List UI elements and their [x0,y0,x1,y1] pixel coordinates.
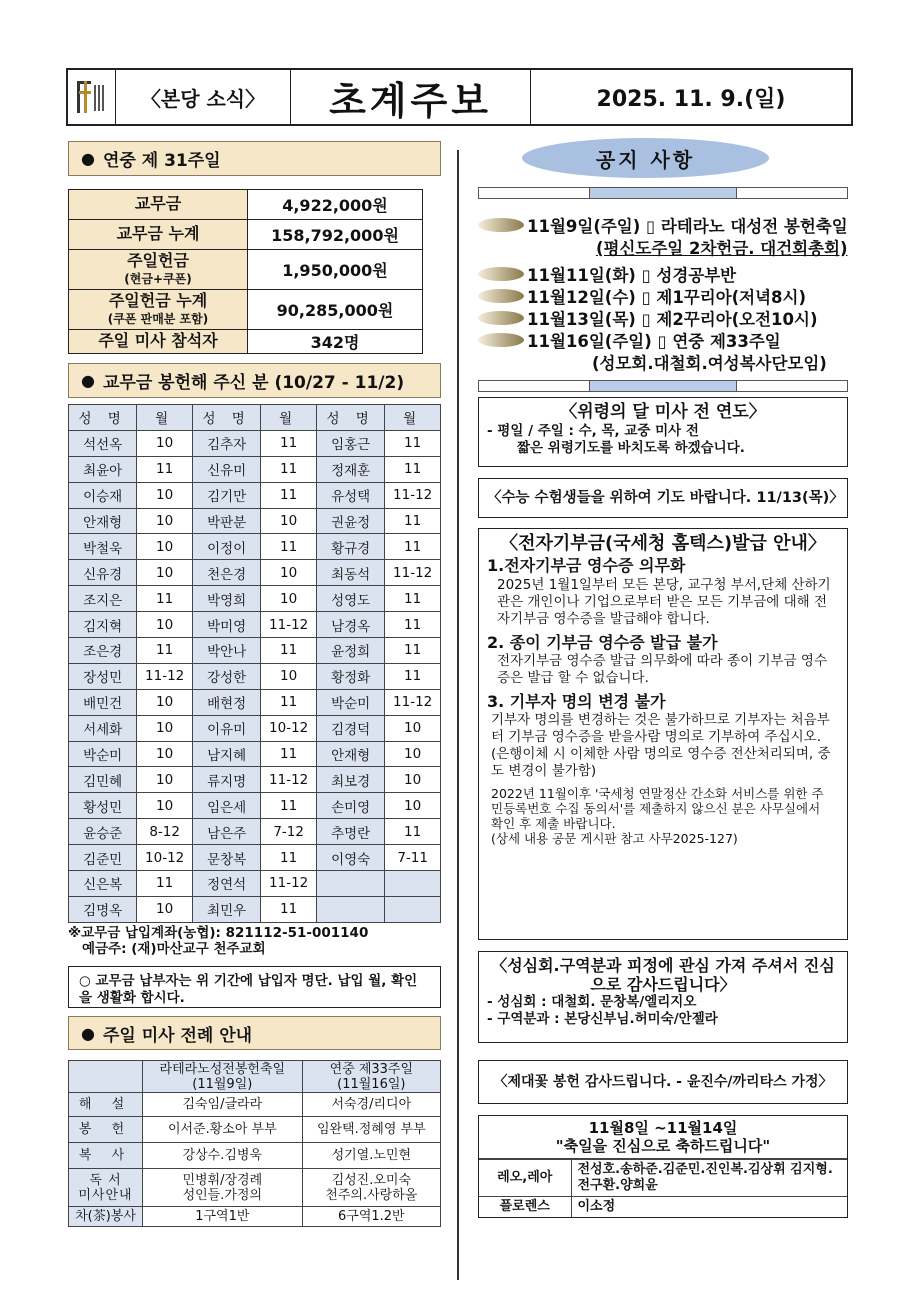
receipt-heading: 3. 기부자 명의 변경 불가 [487,692,666,711]
interest-line: - 성심회 : 대철회. 문창복/엘리지오 [487,994,697,1010]
donor-name: 이승재 [69,482,137,508]
table-row [69,430,441,456]
receipt-paragraph: 기부자 명의를 변경하는 것은 불가하므로 기부자는 처음부터 기부금 영수증을 받을사람 명의로 기부하여 주십시오. [491,712,830,745]
notice-item: 11월13일(목) ▯ 제2꾸리아(오전10시) [478,307,858,329]
donor-month: 11-12 [261,871,317,897]
donor-table [68,404,441,923]
donor-month: 11 [261,482,317,508]
donor-month: 11 [261,896,317,922]
donor-month: 10 [137,612,193,638]
donor-month: 11 [385,612,441,638]
donor-month: 10 [261,663,317,689]
mass-cell: 강상수.김병욱 [143,1143,303,1169]
donor-name: 정연석 [192,871,260,897]
prayer-line: - 평일 / 주일 : 수, 목, 교중 미사 전 [487,423,699,439]
account-number: ※교무금 납입계좌(농협): 821112-51-001140 [68,925,369,941]
column-header: 성 명 [316,405,384,431]
table-row [69,793,441,819]
receipt-paragraph: 2025년 1월1일부터 모든 본당, 교구청 부서,단체 산하기관은 개인이나 기업으로부터 받은 모든 기부금에 대해 전자기부금 영수증을 발급해야 합니다. [497,577,831,627]
mass-col-header: 라테라노성전봉헌축일 (11월9일) [143,1061,303,1093]
interest-box [478,951,848,1043]
donor-name: 유성택 [316,482,384,508]
finance-label: 주일헌금 누계 (쿠폰 판매분 포함) [69,290,248,330]
receipt-heading: 1.전자기부금 영수증 의무화 [487,556,686,575]
donor-month: 11 [261,845,317,871]
donors-banner-text: 교무금 봉헌해 주신 분 (10/27 - 11/2) [102,373,405,393]
donor-name [316,896,384,922]
donor-month: 10 [137,534,193,560]
table-row [69,638,441,664]
donor-month: 10 [137,689,193,715]
donor-name: 강성한 [192,663,260,689]
pill-bullet-icon [478,267,524,281]
feast-people: 전성호.송하준.김준민.진인복.김상휘 김지형.전구환.양희윤 [571,1160,847,1197]
notice-subitem: (성모회.대철회.여성복사단모임) [592,354,827,373]
donor-name: 황규경 [316,534,384,560]
column-header: 월 [137,405,193,431]
table-row [69,715,441,741]
donor-name: 배현정 [192,689,260,715]
donor-month: 10 [137,508,193,534]
donor-name: 박안나 [192,638,260,664]
notices-title: 공지 사항 [522,138,769,178]
donor-month: 11 [385,586,441,612]
donor-month: 11-12 [385,482,441,508]
pill-bullet-icon [478,333,524,347]
issue-date: 2025. 11. 9.(일) [596,86,786,112]
table-row [69,508,441,534]
donor-name: 조은경 [69,638,137,664]
exam-prayer-text: 〈수능 수험생들을 위하여 기도 바랍니다. 11/13(목)〉 [487,489,844,506]
prayer-line: 짧은 위령기도를 바치도록 하겠습니다. [517,440,745,456]
donor-month: 10 [385,793,441,819]
donor-name: 류지명 [192,767,260,793]
receipt-box [478,528,848,940]
table-row [69,482,441,508]
donor-month: 8-12 [137,819,193,845]
donor-month: 10-12 [137,845,193,871]
table-row [69,741,441,767]
table-row [69,871,441,897]
interest-line: - 구역분과 : 본당신부님.허미숙/안젤라 [487,1011,718,1027]
section-label: 〈본당 소식〉 [116,70,291,124]
donor-name: 임은세 [192,793,260,819]
saint-name: 플로렌스 [479,1197,571,1218]
donor-name: 박미영 [192,612,260,638]
donor-name: 최민우 [192,896,260,922]
mass-banner-text: 주일 미사 전례 안내 [102,1025,253,1046]
donor-month: 10-12 [261,715,317,741]
table-row [69,560,441,586]
donor-name [316,871,384,897]
receipt-paragraph: 2022년 11월이후 '국세청 연말정산 간소화 서비스를 위한 주민등록번호 수집 동의서'를 제출하지 않으신 분은 사무실에서 확인 후 제출 바랍니다. [491,786,824,831]
donor-month: 7-11 [385,845,441,871]
donor-name: 김명옥 [69,896,137,922]
interest-title: 〈성심회.구역분과 피정에 관심 가져 주셔서 진심으로 감사드립니다〉 [491,956,835,994]
donor-name: 이영숙 [316,845,384,871]
mass-role: 해 설 [69,1093,143,1117]
donor-name: 성영도 [316,586,384,612]
donor-name: 신유경 [69,560,137,586]
donor-name: 박판분 [192,508,260,534]
donor-name: 김경덕 [316,715,384,741]
donor-name: 조지은 [69,586,137,612]
receipt-title: 〈전자기부금(국세청 홈텍스)발급 안내〉 [500,533,826,554]
donor-month: 10 [261,508,317,534]
receipt-paragraph: 전자기부금 영수증 발급 의무화에 따라 종이 기부금 영수증은 발급 할 수 없습니다. [497,653,827,686]
column-header: 월 [261,405,317,431]
donor-month: 10 [385,767,441,793]
donor-notice: ○ 교무금 납부자는 위 기간에 납입자 명단. 납입 월, 확인을 생활화 합시다. [68,966,441,1008]
donor-month: 11 [137,871,193,897]
donor-name: 장성민 [69,663,137,689]
mass-role: 차(茶)봉사 [69,1207,143,1227]
column-header: 월 [385,405,441,431]
donor-month: 10 [137,741,193,767]
donor-month: 11 [385,638,441,664]
donor-month: 11-12 [385,689,441,715]
donor-name: 박순미 [316,689,384,715]
donor-name: 이정이 [192,534,260,560]
mass-cell: 김성진.오미숙 천주의.사랑하올 [302,1169,440,1207]
exam-prayer-box [478,478,848,518]
finance-value: 4,922,000원 [248,190,423,220]
donor-month: 11-12 [261,612,317,638]
notice-item: 11월12일(수) ▯ 제1꾸리아(저녁8시) [478,285,858,307]
donor-month: 10 [385,741,441,767]
finance-label: 교무금 누계 [69,220,248,250]
parish-logo-icon [68,70,116,124]
donor-month: 10 [137,793,193,819]
donor-name: 안재형 [69,508,137,534]
mass-table [68,1060,441,1227]
column-header: 성 명 [192,405,260,431]
table-row [69,819,441,845]
mass-cell: 서숙경/리디아 [302,1093,440,1117]
feast-header [479,1116,847,1159]
mass-cell: 성기열.노민현 [302,1143,440,1169]
feast-people: 이소정 [571,1197,847,1218]
column-divider [457,150,459,1280]
mass-col-header: 연중 제33주일 (11월16일) [302,1061,440,1093]
pill-bullet-icon [478,311,524,325]
donor-month: 11 [261,741,317,767]
account-info [68,925,448,957]
mass-cell: 이서준.황소아 부부 [143,1117,303,1143]
feast-period: 11월8일 ~11월14일 [588,1119,738,1137]
mass-cell: 김숙임/글라라 [143,1093,303,1117]
bullet-icon: ● [81,149,95,168]
notice-list [478,214,858,373]
feast-box [478,1115,848,1218]
table-row [69,612,441,638]
feast-title: "축일을 진심으로 축하드립니다" [555,1137,771,1155]
account-holder: 예금주: (재)마산교구 천주교회 [82,941,266,957]
donor-name: 임홍근 [316,430,384,456]
donor-month: 11 [137,638,193,664]
pill-bullet-icon [478,289,524,303]
donor-name: 정재훈 [316,456,384,482]
flowers-box [478,1060,848,1104]
donor-month: 11 [137,586,193,612]
donor-month: 11 [385,508,441,534]
finance-value: 342명 [248,330,423,354]
finance-table [68,189,423,354]
donor-month: 11 [385,430,441,456]
donor-name: 권윤정 [316,508,384,534]
finance-label: 주일 미사 참석자 [69,330,248,354]
donor-month: 10 [261,586,317,612]
notice-item: 11월9일(주일) ▯ 라테라노 대성전 봉헌축일 [478,214,858,236]
mass-role: 독 서 미사안내 [69,1169,143,1207]
masthead [66,68,853,126]
donor-name: 윤정희 [316,638,384,664]
pill-bullet-icon [478,218,524,232]
donor-month: 11 [261,689,317,715]
finance-value: 90,285,000원 [248,290,423,330]
mass-cell: 1구역1반 [143,1207,303,1227]
saint-name: 레오,레아 [479,1160,571,1197]
mass-cell: 6구역1.2반 [302,1207,440,1227]
donor-month: 10 [137,715,193,741]
donor-name: 박영희 [192,586,260,612]
bulletin-title: 초계주보 [291,70,531,124]
donor-name: 문창복 [192,845,260,871]
donor-month: 10 [261,560,317,586]
flowers-text: 〈제대꽃 봉헌 감사드립니다. - 윤진수/까리타스 가정〉 [493,1073,833,1090]
donor-name: 최동석 [316,560,384,586]
mass-role: 복 사 [69,1143,143,1169]
donor-month: 11-12 [385,560,441,586]
finance-banner-text: 연중 제 31주일 [102,151,221,171]
decor-bar [478,187,848,199]
donor-month: 11 [261,430,317,456]
donor-name: 박순미 [69,741,137,767]
notice-item: 11월11일(화) ▯ 성경공부반 [478,263,858,285]
donor-name: 김지혁 [69,612,137,638]
table-row [69,534,441,560]
donor-name: 황성민 [69,793,137,819]
donor-name: 서세화 [69,715,137,741]
table-row [69,845,441,871]
donor-month: 11-12 [261,767,317,793]
donor-month: 11 [261,638,317,664]
bullet-icon: ● [81,1023,95,1043]
table-row [69,586,441,612]
finance-value: 1,950,000원 [248,250,423,290]
donor-month: 10 [385,715,441,741]
finance-value: 158,792,000원 [248,220,423,250]
donor-name: 김준민 [69,845,137,871]
donor-month: 11 [385,663,441,689]
donor-name: 천은경 [192,560,260,586]
table-row [69,663,441,689]
donor-month: 10 [137,482,193,508]
table-row [69,689,441,715]
donor-name: 김추자 [192,430,260,456]
receipt-paragraph: (은행이체 시 이체한 사람 명의로 영수증 전산처리되며, 중도 변경이 불가함) [491,746,831,779]
donor-name: 남지혜 [192,741,260,767]
table-row [69,456,441,482]
donor-month: 10 [137,430,193,456]
mass-cell: 임완택.정혜영 부부 [302,1117,440,1143]
donor-name: 손미영 [316,793,384,819]
mass-cell: 민병휘/장경례 성인들.가정의 [143,1169,303,1207]
donor-month [385,871,441,897]
donor-month: 11-12 [137,663,193,689]
donor-month: 11 [261,793,317,819]
donor-name: 최윤아 [69,456,137,482]
table-row [69,896,441,922]
donor-name: 남경옥 [316,612,384,638]
prayer-title: 〈위령의 달 미사 전 연도〉 [560,402,766,422]
column-header: 성 명 [69,405,137,431]
donor-name: 황정화 [316,663,384,689]
donor-name: 최보경 [316,767,384,793]
donor-month: 11 [137,456,193,482]
table-row [69,767,441,793]
finance-label: 주일헌금 (현금+쿠폰) [69,250,248,290]
mass-banner [68,1016,441,1050]
donor-month: 10 [137,896,193,922]
decor-bar [478,380,848,392]
bullet-icon: ● [81,371,95,390]
mass-role: 봉 헌 [69,1117,143,1143]
donor-month [385,896,441,922]
donors-banner [68,363,441,398]
donor-month: 11 [385,819,441,845]
donor-month: 11 [261,456,317,482]
donor-month: 11 [261,534,317,560]
donor-name: 남은주 [192,819,260,845]
donor-month: 11 [385,534,441,560]
notice-subitem: (평신도주일 2차헌금. 대건회총회) [596,239,848,258]
donor-name: 김기만 [192,482,260,508]
donor-name: 윤승준 [69,819,137,845]
feast-table [479,1159,847,1217]
donor-month: 10 [137,560,193,586]
prayer-box [478,397,848,467]
receipt-heading: 2. 종이 기부금 영수증 발급 불가 [487,633,718,652]
notice-item: 11월16일(주일) ▯ 연중 제33주일 [478,329,858,351]
donor-name: 배민건 [69,689,137,715]
donor-month: 11 [385,456,441,482]
donor-month: 7-12 [261,819,317,845]
donor-name: 석선옥 [69,430,137,456]
donor-month: 10 [137,767,193,793]
donor-name: 이유미 [192,715,260,741]
donor-name: 박철욱 [69,534,137,560]
finance-label: 교무금 [69,190,248,220]
finance-banner [68,141,441,176]
donor-name: 신은복 [69,871,137,897]
donor-name: 안재형 [316,741,384,767]
donor-name: 김민혜 [69,767,137,793]
receipt-paragraph: (상세 내용 공문 게시판 참고 사무2025-127) [491,831,738,846]
donor-name: 추명란 [316,819,384,845]
donor-name: 신유미 [192,456,260,482]
